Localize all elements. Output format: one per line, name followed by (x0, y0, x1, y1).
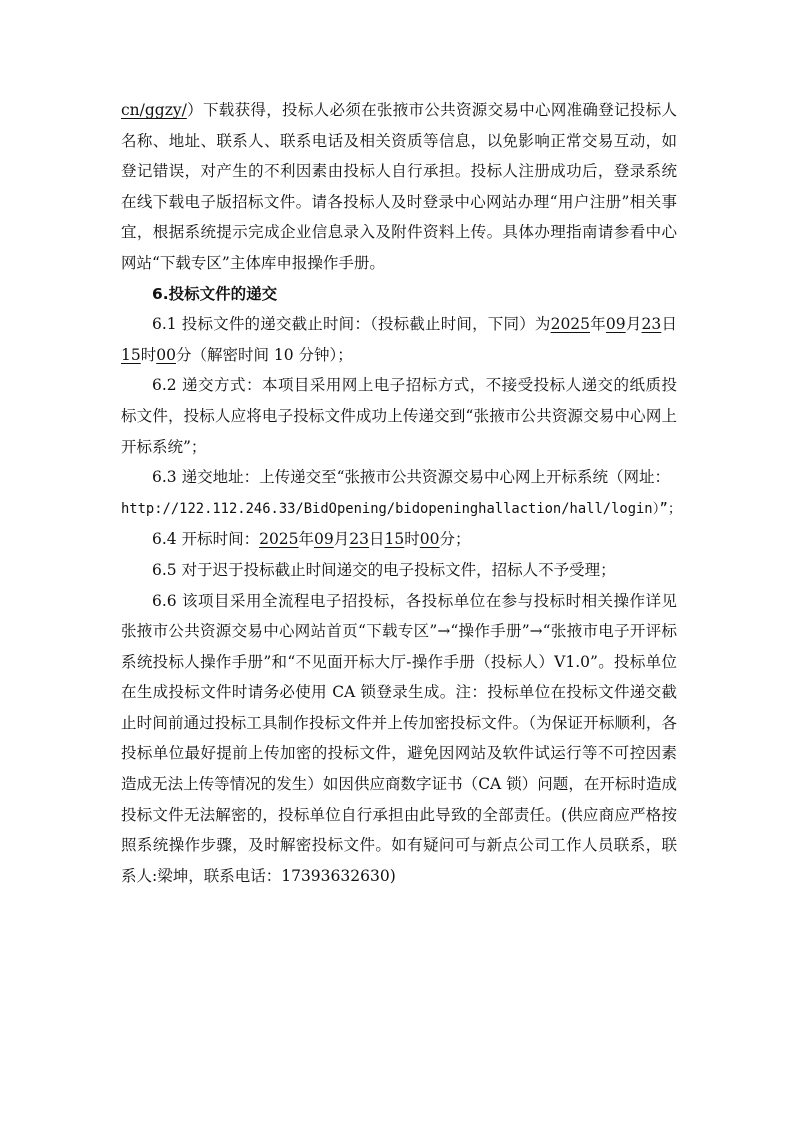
document-page (121, 95, 682, 891)
item-6-3-prefix: 6.3 递交地址：上传递交至“张掖市公共资源交易中心网上开标系统（网址： (152, 468, 671, 487)
day-unit: 日 (369, 530, 385, 549)
intro-paragraph (121, 95, 677, 279)
item-6-5: 6.5 对于迟于投标截止时间递交的电子投标文件，招标人不予受理； (152, 560, 616, 579)
deadline-month: 09 (605, 315, 626, 334)
month-unit: 月 (625, 315, 642, 334)
website-link[interactable]: cn/ggzy/ (121, 101, 187, 119)
year-unit: 年 (590, 315, 606, 334)
hour-unit: 时 (140, 345, 157, 364)
opening-day: 23 (349, 530, 370, 549)
item-6-2: 6.2 递交方式：本项目采用网上电子招标方式，不接受投标人递交的纸质投标文件，投标人应将电子投标文件成功上传递交到“张掖市公共资源交易中心网上开标系统”； (121, 376, 677, 456)
opening-hour: 15 (384, 530, 405, 549)
item-6-1-suffix: 分（解密时间 10 分钟）； (175, 345, 353, 364)
opening-month: 09 (314, 530, 334, 549)
hour-unit: 时 (404, 530, 420, 549)
opening-year: 2025 (259, 530, 299, 549)
item-6-1-prefix: 6.1 投标文件的递交截止时间：（投标截止时间，下同）为 (152, 315, 551, 334)
deadline-minute: 00 (156, 345, 176, 364)
item-6-1 (121, 309, 677, 370)
intro-text: ）下载获得，投标人必须在张掖市公共资源交易中心网准确登记投标人名称、地址、联系人、联系电话及相关资质等信息，以免影响正常交易互动，如登记错误，对产生的不利因素由投标人自行承担。投标人注册成功后，登录系统在线下载电子版招标文件。请各投标人及时登录中心网站办理“用户注册”相关事宜，根据系统提示完成企业信息录入及附件资料上传。具体办理指南请参看中心网站“下载专区”主体库申报操作手册。 (121, 101, 677, 272)
month-unit: 月 (333, 530, 350, 549)
day-unit: 日 (661, 315, 677, 334)
item-6-4 (121, 524, 677, 555)
year-unit: 年 (298, 530, 315, 549)
opening-minute: 00 (419, 530, 440, 549)
item-6-3 (121, 462, 682, 524)
section-heading: 6.投标文件的递交 (152, 284, 278, 303)
item-6-4-prefix: 6.4 开标时间： (152, 530, 260, 549)
deadline-year: 2025 (550, 315, 591, 334)
item-6-6: 6.6 该项目采用全流程电子招投标，各投标单位在参与投标时相关操作详见张掖市公共资源交易中心网站首页“下载专区”→“操作手册”→“张掖市电子开评标系统投标人操作手册”和“不见面开标大厅-操作手册（投标人）V1.0”。投标单位在生成投标文件时请务必使用 CA 锁登录生成。注：投标单位在投标文件递交截止时间前通过投标工具制作投标文件并上传加密投标文件。（为保证开标顺利，各投标单位最好提前上传加密的投标文件，避免因网站及软件试运行等不可控因素造成无法上传等情况的发生）如因供应商数字证书（CA 锁）问题，在开标时造成投标文件无法解密的，投标单位自行承担由此导致的全部责任。(供应商应严格按照系统操作步骤，及时解密投标文件。如有疑问可与新点公司工作人员联系，联系人:梁坤，联系电话：17393632630) (121, 591, 677, 885)
item-6-4-suffix: 分； (439, 530, 471, 549)
deadline-hour: 15 (121, 345, 141, 364)
bid-opening-url[interactable]: http://122.112.246.33/BidOpening/bidopeninghallaction/hall/login）”； (121, 500, 682, 517)
deadline-day: 23 (641, 315, 662, 334)
